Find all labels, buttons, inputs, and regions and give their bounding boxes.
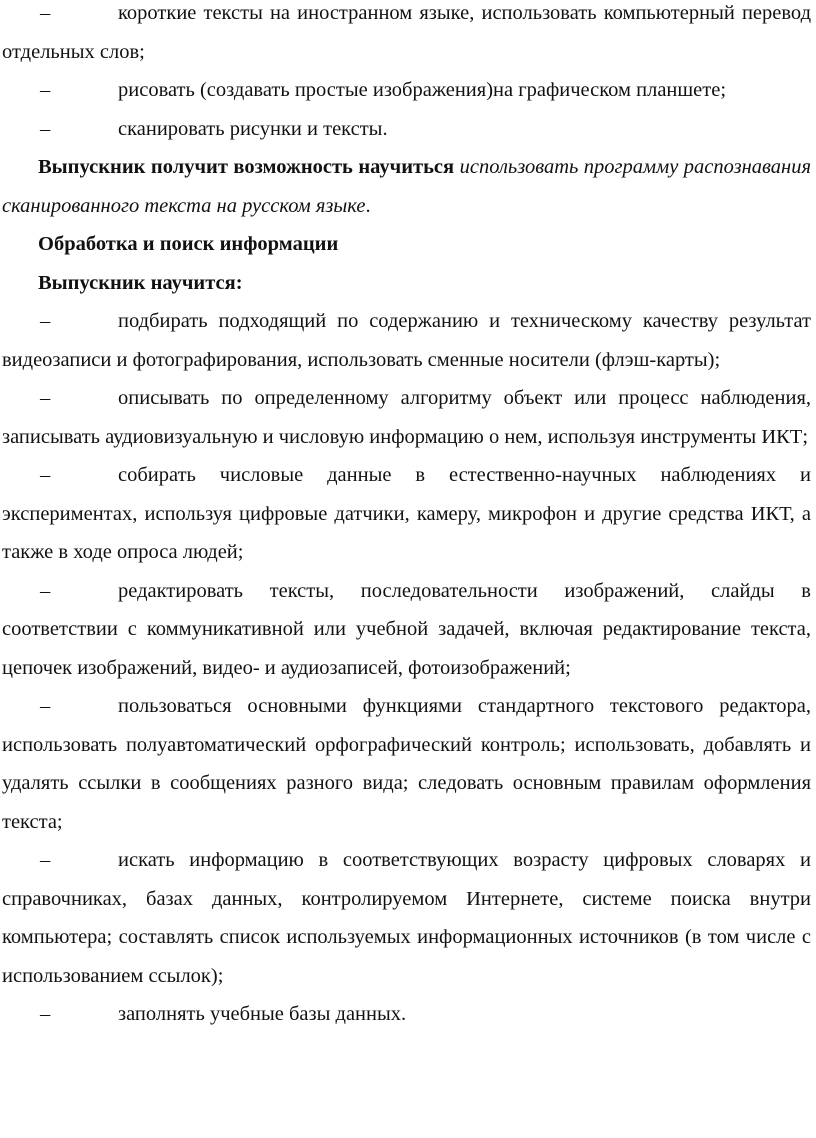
list-item-text: заполнять учебные базы данных. — [118, 1003, 407, 1025]
list-item — [2, 302, 811, 379]
list-dash: – — [40, 579, 51, 602]
section-title: Обработка и поиск информации — [38, 233, 339, 255]
list-dash: – — [40, 695, 51, 717]
list-item-text: описывать по определенному алгоритму объект или процесс наблюдения, записывать аудиовизуальную и числовую информацию о нем, используя инструменты ИКТ; — [2, 387, 811, 448]
list-item-text: подбирать подходящий по содержанию и техническому качеству результат видеозаписи и фотографирования, использовать сменные носители (флэш-карты); — [2, 310, 811, 371]
list-item — [2, 841, 811, 995]
learns-title: Выпускник научится: — [38, 271, 243, 294]
list-item — [2, 995, 811, 1034]
list-item-text: короткие тексты на иностранном языке, использовать компьютерный перевод отдельных слов; — [2, 2, 811, 63]
list-item-text: редактировать тексты, последовательности изображений, слайды в соответствии с коммуникативной или учебной задачей, включая редактирование текста, цепочек изображений, видео- и аудиозаписей, фотоизображений; — [2, 579, 811, 679]
list-item — [2, 71, 811, 110]
list-item-text: искать информацию в соответствующих возрасту цифровых словарях и справочниках, базах данных, контролируемом Интернете, системе поиска внутри компьютера; составлять список используемых информационных источников (в том числе с использованием ссылок); — [2, 849, 811, 987]
opportunity-text: использовать программу распознавания сканированного текста на русском языке — [2, 156, 812, 217]
list-dash: – — [40, 117, 51, 140]
list-dash: – — [40, 310, 51, 332]
list-item-text: сканировать рисунки и тексты. — [118, 117, 388, 140]
list-item — [2, 110, 811, 149]
opportunity-end: . — [365, 194, 371, 217]
list-dash: – — [40, 387, 51, 409]
list-dash: – — [40, 2, 51, 24]
list-item-text: пользоваться основными функциями стандартного текстового редактора, использовать полуавтоматический орфографический контроль; использовать, добавлять и удалять ссылки в сообщениях разного вида; следовать основным правилам оформления текста; — [2, 695, 811, 833]
list-item-text: рисовать (создавать простые изображения)на графическом планшете; — [118, 79, 727, 101]
list-dash: – — [40, 1003, 51, 1025]
list-item — [2, 687, 811, 841]
list-dash: – — [40, 849, 51, 871]
list-item — [2, 0, 811, 71]
list-item-text: собирать числовые данные в естественно-научных наблюдениях и экспериментах, используя цифровые датчики, камеру, микрофон и другие средства ИКТ, а также в ходе опроса людей; — [2, 464, 811, 563]
list-item — [2, 379, 811, 456]
list-item — [2, 572, 811, 688]
list-item — [2, 456, 811, 572]
list-dash: – — [40, 79, 51, 101]
opportunity-paragraph — [2, 148, 811, 225]
list-dash: – — [40, 464, 51, 486]
opportunity-lead: Выпускник получит возможность научиться — [38, 156, 455, 178]
